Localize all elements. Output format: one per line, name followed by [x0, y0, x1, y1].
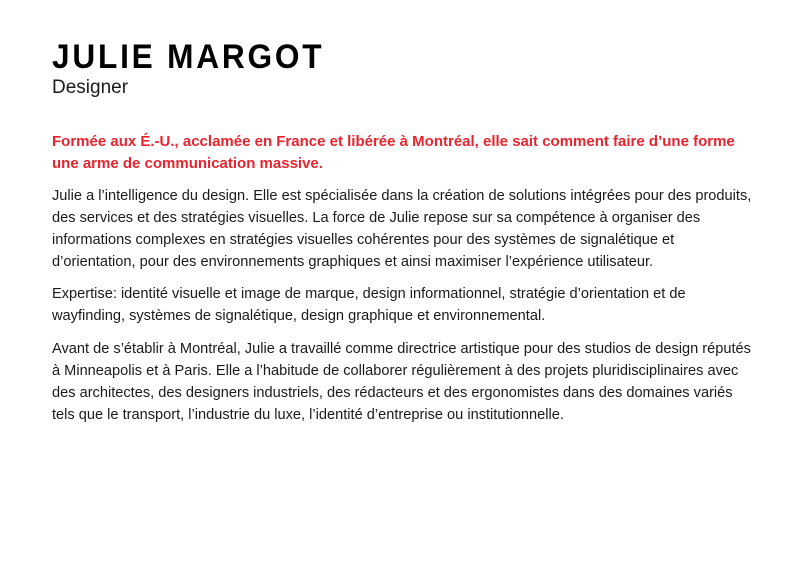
- person-role: Designer: [52, 77, 129, 98]
- bio-lede: Formée aux É.-U., acclamée en France et libérée à Montréal, elle sait comment faire d’une forme une arme de communication massive.: [52, 133, 735, 172]
- profile-page: [52, 38, 752, 426]
- bio-paragraph-career: Avant de s’établir à Montréal, Julie a travaillé comme directrice artistique pour des studios de design réputés à Minneapolis et à Paris. Elle a l’habitude de collaborer régulièrement à des projets pluridisciplinaires avec des architectes, des designers industriels, des rédacteurs et des ergonomistes dans des domaines variés tels que le transport, l’industrie du luxe, l’identité d’entreprise ou institutionnelle.: [52, 340, 751, 423]
- bio-paragraph-intro: Julie a l’intelligence du design. Elle est spécialisée dans la création de solutions intégrées pour des produits, des services et des stratégies visuelles. La force de Julie repose sur sa compétence à organiser des informations complexes en stratégies visuelles cohérentes pour des systèmes de signalétique et d’orientation, pour des environnements graphiques et ainsi maximiser l’expérience utilisateur.: [52, 188, 752, 271]
- person-name: JULIE MARGOT: [52, 38, 325, 76]
- bio-paragraph-expertise: Expertise: identité visuelle et image de marque, design informationnel, stratégie d’orientation et de wayfinding, systèmes de signalétique, design graphique et environnemental.: [52, 286, 686, 325]
